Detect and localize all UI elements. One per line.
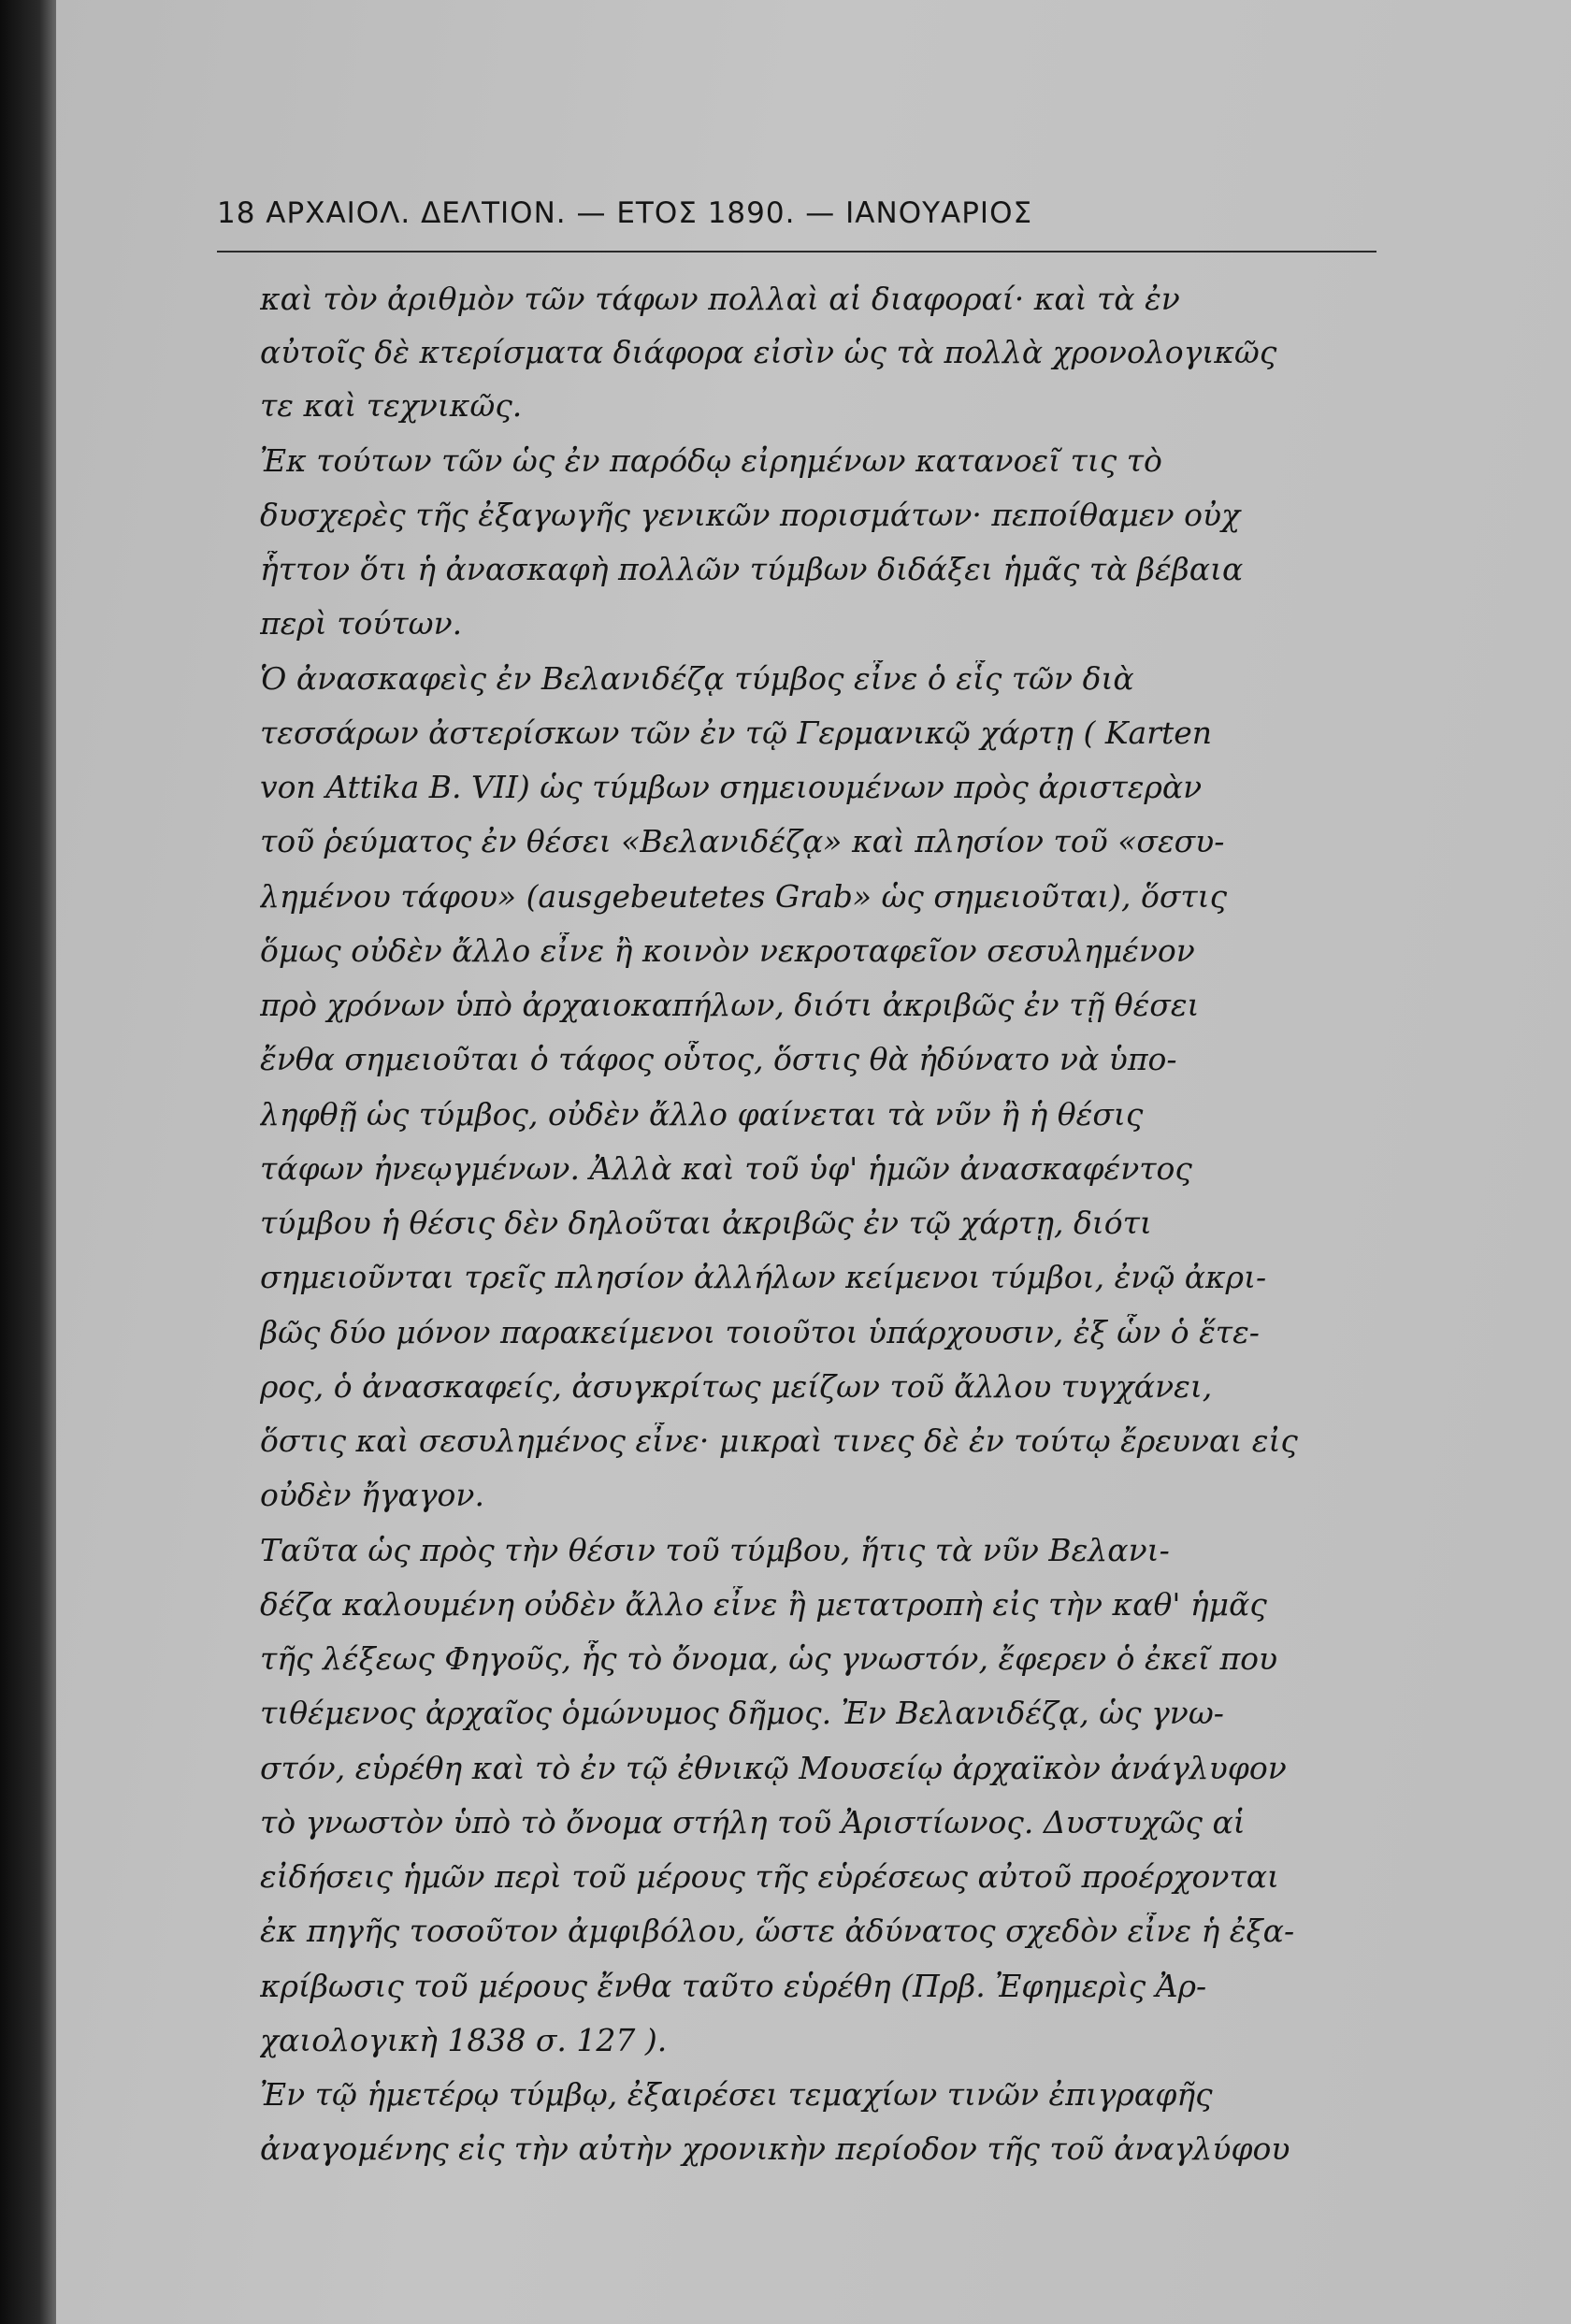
text-line: τεσσάρων ἀστερίσκων τῶν ἐν τῷ Γερμανικῷ χάρτῃ ( Karten xyxy=(260,715,1213,751)
binding-shadow xyxy=(0,0,56,2324)
text-line: αὐτοῖς δὲ κτερίσματα διάφορα εἰσὶν ὡς τὰ πολλὰ χρονολογικῶς xyxy=(260,334,1277,370)
text-line: λημένου τάφου» (ausgebeutetes Grab» ὡς σημειοῦται), ὅστις xyxy=(260,878,1228,915)
text-line: τε καὶ τεχνικῶς. xyxy=(260,387,523,424)
text-line: ληφθῇ ὡς τύμβος, οὐδὲν ἄλλο φαίνεται τὰ νῦν ἢ ἡ θέσις xyxy=(260,1096,1144,1133)
text-line: βῶς δύο μόνον παρακείμενοι τοιοῦτοι ὑπάρχουσιν, ἐξ ὧν ὁ ἕτε- xyxy=(260,1314,1260,1350)
text-line: Ἐκ τούτων τῶν ὡς ἐν παρόδῳ εἰρημένων κατανοεῖ τις τὸ xyxy=(260,442,1162,479)
text-line: von Attika B. VII) ὡς τύμβων σημειουμένων πρὸς ἀριστερὰν xyxy=(260,769,1203,805)
text-line: οὐδὲν ἤγαγον. xyxy=(260,1477,484,1513)
text-line: Ἐν τῷ ἡμετέρῳ τύμβῳ, ἐξαιρέσει τεμαχίων τινῶν ἐπιγραφῆς xyxy=(260,2076,1213,2113)
text-line: ρος, ὁ ἀνασκαφείς, ἀσυγκρίτως μείζων τοῦ ἄλλου τυγχάνει, xyxy=(260,1368,1213,1405)
text-line: τύμβου ἡ θέσις δὲν δηλοῦται ἀκριβῶς ἐν τῷ χάρτῃ, διότι xyxy=(260,1205,1152,1241)
text-line: δυσχερὲς τῆς ἐξαγωγῆς γενικῶν πορισμάτων· πεποίθαμεν οὐχ xyxy=(260,497,1241,533)
text-line: ὅμως οὐδὲν ἄλλο εἶνε ἢ κοινὸν νεκροταφεῖον σεσυλημένον xyxy=(260,932,1195,969)
text-line: τιθέμενος ἀρχαῖος ὁμώνυμος δῆμος. Ἐν Βελανιδέζᾳ, ὡς γνω- xyxy=(260,1695,1224,1731)
text-line: ἀναγομένης εἰς τὴν αὐτὴν χρονικὴν περίοδον τῆς τοῦ ἀναγλύφου xyxy=(260,2130,1290,2167)
text-line: κρίβωσις τοῦ μέρους ἔνθα ταῦτο εὑρέθη (Πρβ. Ἐφημερὶς Ἀρ- xyxy=(260,1968,1207,2004)
text-line: περὶ τούτων. xyxy=(260,605,463,642)
text-line: ἐκ πηγῆς τοσοῦτον ἀμφιβόλου, ὥστε ἀδύνατος σχεδὸν εἶνε ἡ ἐξα- xyxy=(260,1913,1295,1949)
text-line: δέζα καλουμένη οὐδὲν ἄλλο εἶνε ἢ μετατροπὴ εἰς τὴν καθ' ἡμᾶς xyxy=(260,1586,1267,1623)
text-line: εἰδήσεις ἡμῶν περὶ τοῦ μέρους τῆς εὑρέσεως αὐτοῦ προέρχονται xyxy=(260,1858,1279,1895)
text-line: καὶ τὸν ἀριθμὸν τῶν τάφων πολλαὶ αἱ διαφοραί· καὶ τὰ ἐν xyxy=(260,281,1180,317)
text-line: τάφων ἠνεῳγμένων. Ἀλλὰ καὶ τοῦ ὑφ' ἡμῶν ἀνασκαφέντος xyxy=(260,1150,1192,1187)
text-line: χαιολογικὴ 1838 σ. 127 ). xyxy=(260,2022,668,2058)
running-header: 18 ΑΡΧΑΙΟΛ. ΔΕΛΤΙΟΝ. — ΕΤΟΣ 1890. — ΙΑΝΟΥΑΡΙΟΣ xyxy=(217,196,1033,230)
text-line: ὅστις καὶ σεσυλημένος εἶνε· μικραὶ τινες δὲ ἐν τούτῳ ἔρευναι εἰς xyxy=(260,1422,1298,1459)
text-line: στόν, εὑρέθη καὶ τὸ ἐν τῷ ἐθνικῷ Μουσείῳ ἀρχαϊκὸν ἀνάγλυφον xyxy=(260,1750,1287,1786)
text-line: Ὁ ἀνασκαφεὶς ἐν Βελανιδέζᾳ τύμβος εἶνε ὁ εἷς τῶν διὰ xyxy=(260,660,1134,697)
text-line: σημειοῦνται τρεῖς πλησίον ἀλλήλων κείμενοι τύμβοι, ἐνῷ ἀκρι- xyxy=(260,1259,1267,1295)
text-line: τοῦ ῥεύματος ἐν θέσει «Βελανιδέζᾳ» καὶ πλησίον τοῦ «σεσυ- xyxy=(260,823,1225,859)
text-line: ἔνθα σημειοῦται ὁ τάφος οὗτος, ὅστις θὰ ἠδύνατο νὰ ὑπο- xyxy=(260,1041,1177,1077)
text-line: πρὸ χρόνων ὑπὸ ἀρχαιοκαπήλων, διότι ἀκριβῶς ἐν τῇ θέσει xyxy=(260,987,1200,1023)
text-line: ἧττον ὅτι ἡ ἀνασκαφὴ πολλῶν τύμβων διδάξει ἡμᾶς τὰ βέβαια xyxy=(260,551,1244,587)
header-rule xyxy=(217,251,1376,253)
text-line: Ταῦτα ὡς πρὸς τὴν θέσιν τοῦ τύμβου, ἥτις τὰ νῦν Βελανι- xyxy=(260,1532,1170,1568)
text-line: τῆς λέξεως Φηγοῦς, ἧς τὸ ὄνομα, ὡς γνωστόν, ἔφερεν ὁ ἐκεῖ που xyxy=(260,1640,1278,1677)
text-line: τὸ γνωστὸν ὑπὸ τὸ ὄνομα στήλη τοῦ Ἀριστίωνος. Δυστυχῶς αἱ xyxy=(260,1804,1246,1840)
